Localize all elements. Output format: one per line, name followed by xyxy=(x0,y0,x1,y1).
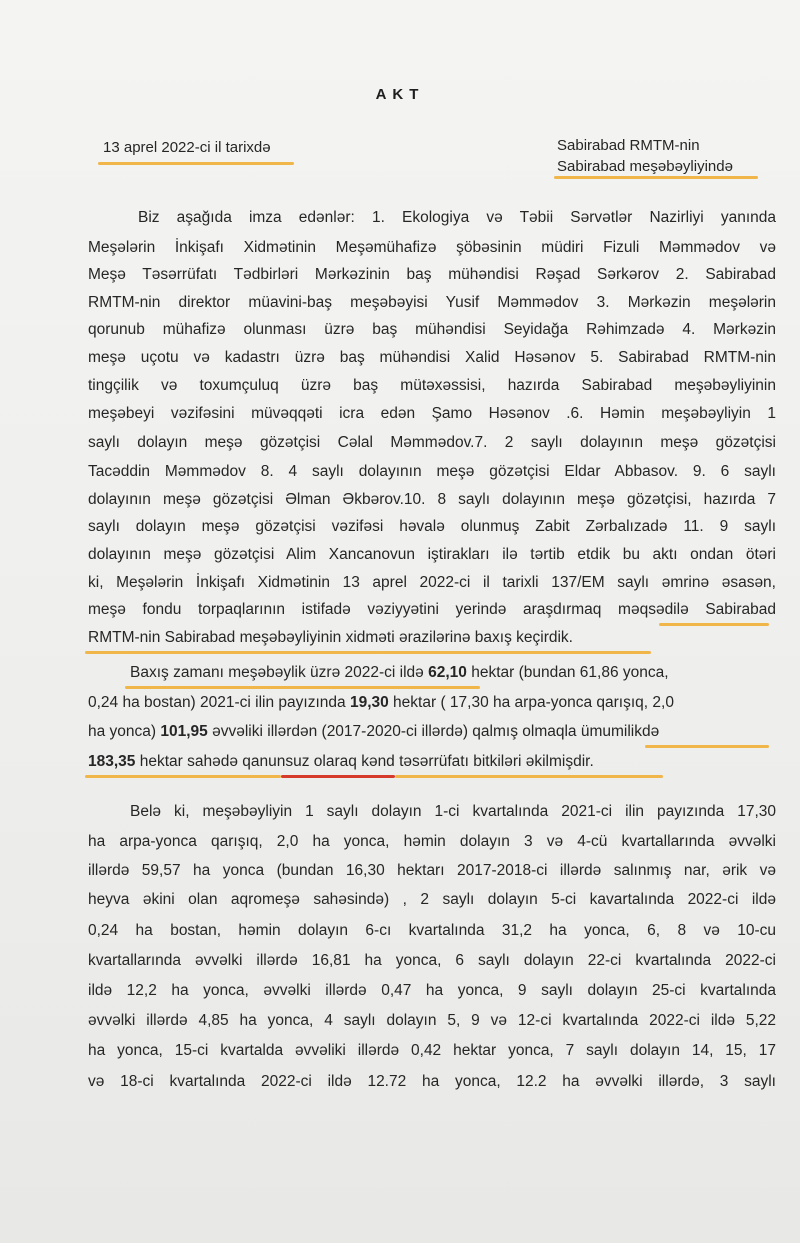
document-place xyxy=(557,135,733,177)
text-line: ha yonca, 15-ci kvartalda əvvəliki illərdə 0,42 hektar yonca, 7 saylı dolayın 14, 15, 17 xyxy=(88,1042,776,1059)
text-line: 0,24 ha bostan) 2021-ci ilin payızında 19,30 hektar ( 17,30 ha arpa-yonca qarışıq, 2,0 xyxy=(88,694,674,711)
place-line-1: Sabirabad RMTM-nin xyxy=(557,137,700,154)
text-highlight xyxy=(395,775,663,778)
text-highlight-red xyxy=(281,775,395,778)
text-line: Belə ki, meşəbəyliyin 1 saylı dolayın 1-ci kvartalında 2021-ci ilin payızında 17,30 xyxy=(130,803,776,820)
document-date: 13 aprel 2022-ci il tarixdə xyxy=(103,139,271,156)
text-line: RMTM-nin direktor müavini-baş meşəbəyisi Yusif Məmmədov 3. Mərkəzin meşələrin xyxy=(88,294,776,311)
text-line: ha yonca) 101,95 əvvəliki illərdən (2017-2020-ci illərdə) qalmış olmaqla ümumilikdə xyxy=(88,723,660,740)
text-line: meşəbeyi vəzifəsini müvəqqəti icra edən Şamo Həsənov .6. Həmin meşəbəyliyin 1 xyxy=(88,405,776,422)
text-line: ki, Meşələrin İnkişafı Xidmətinin 13 aprel 2022-ci il tarixli 137/EM saylı əmrinə əsasən, xyxy=(88,574,776,591)
text-line: meşə fondu torpaqlarının istifadə vəziyyətini yerində araşdırmaq məqsədilə Sabirabad xyxy=(88,601,776,618)
text-highlight xyxy=(659,623,769,626)
text-line: 183,35 hektar sahədə qanunsuz olaraq kənd təsərrüfatı bitkiləri əkilmişdir. xyxy=(88,753,594,770)
document-title: AKT xyxy=(375,86,425,103)
text-line: əvvəlki illərdə 4,85 ha yonca, 4 saylı dolayın 5, 9 və 12-ci kvartalında 2022-ci ildə 5,22 xyxy=(88,1012,776,1029)
text-highlight xyxy=(125,686,480,689)
text-line: saylı dolayın meşə gözətçisi vəzifəsi həvalə olunmuş Zabit Zərbalızadə 11. 9 saylı xyxy=(88,518,776,535)
text-line: tingçilik və toxumçuluq üzrə baş mütəxəssisi, hazırda Sabirabad meşəbəyliyinin xyxy=(88,377,776,394)
place-highlight xyxy=(554,176,758,179)
text-line: saylı dolayın meşə gözətçisi Cəlal Məmmədov.7. 2 saylı dolayının meşə gözətçisi xyxy=(88,434,776,451)
text-line: heyva əkini olan aqromeşə sahəsində) , 2 saylı dolayın 5-ci kavartalında 2022-ci ildə xyxy=(88,891,776,908)
text-line: dolayının meşə gözətçisi Əlman Əkbərov.10. 8 saylı dolayının meşə gözətçisi, hazırda 7 xyxy=(88,491,776,508)
text-line: dolayının meşə gözətçisi Alim Xancanovun iştirakları ilə tərtib etdik bu aktı ondan ötəri xyxy=(88,546,776,563)
text-line: meşə uçotu və kadastrı üzrə baş mühəndisi Xalid Həsənov 5. Sabirabad RMTM-nin xyxy=(88,349,776,366)
text-line: və 18-ci kvartalında 2022-ci ildə 12.72 ha yonca, 12.2 ha əvvəlki illərdə, 3 saylı xyxy=(88,1073,776,1090)
text-line: RMTM-nin Sabirabad meşəbəyliyinin xidməti ərazilərinə baxış keçirdik. xyxy=(88,629,573,646)
place-line-2: Sabirabad meşəbəyliyində xyxy=(557,158,733,175)
text-line: 0,24 ha bostan, həmin dolayın 6-cı kvartalında 31,2 ha yonca, 6, 8 və 10-cu xyxy=(88,922,776,939)
text-highlight xyxy=(85,651,651,654)
text-line: qorunub mühafizə olunması üzrə baş mühəndisi Seyidağa Rəhimzadə 4. Mərkəzin xyxy=(88,321,776,338)
text-line: Tacəddin Məmmədov 8. 4 saylı dolayının meşə gözətçisi Eldar Abbasov. 9. 6 saylı xyxy=(88,463,776,480)
text-line: illərdə 59,57 ha yonca (bundan 16,30 hektarı 2017-2018-ci illərdə salınmış nar, ərik və xyxy=(88,862,776,879)
text-line: Meşələrin İnkişafı Xidmətinin Meşəmühafizə şöbəsinin müdiri Fizuli Məmmədov və xyxy=(88,239,776,256)
text-line: Baxış zamanı meşəbəylik üzrə 2022-ci ildə 62,10 hektar (bundan 61,86 yonca, xyxy=(130,664,669,681)
date-highlight xyxy=(98,162,294,165)
text-line: ha arpa-yonca qarışıq, 2,0 ha yonca, həmin dolayın 3 və 4-cü kvartallarında əvvəlki xyxy=(88,833,776,850)
text-line: kvartallarında əvvəlki illərdə 16,81 ha yonca, 6 saylı dolayın 22-ci kvartalında 2022-ci xyxy=(88,952,776,969)
text-highlight xyxy=(645,745,769,748)
text-line: ildə 12,2 ha yonca, əvvəlki illərdə 0,47 ha yonca, 9 saylı dolayın 25-ci kvartalında xyxy=(88,982,776,999)
text-line: Meşə Təsərrüfatı Tədbirləri Mərkəzinin baş mühəndisi Rəşad Sərkərov 2. Sabirabad xyxy=(88,266,776,283)
text-highlight xyxy=(85,775,281,778)
text-line: Biz aşağıda imza edənlər: 1. Ekologiya və Təbii Sərvətlər Nazirliyi yanında xyxy=(138,209,776,226)
